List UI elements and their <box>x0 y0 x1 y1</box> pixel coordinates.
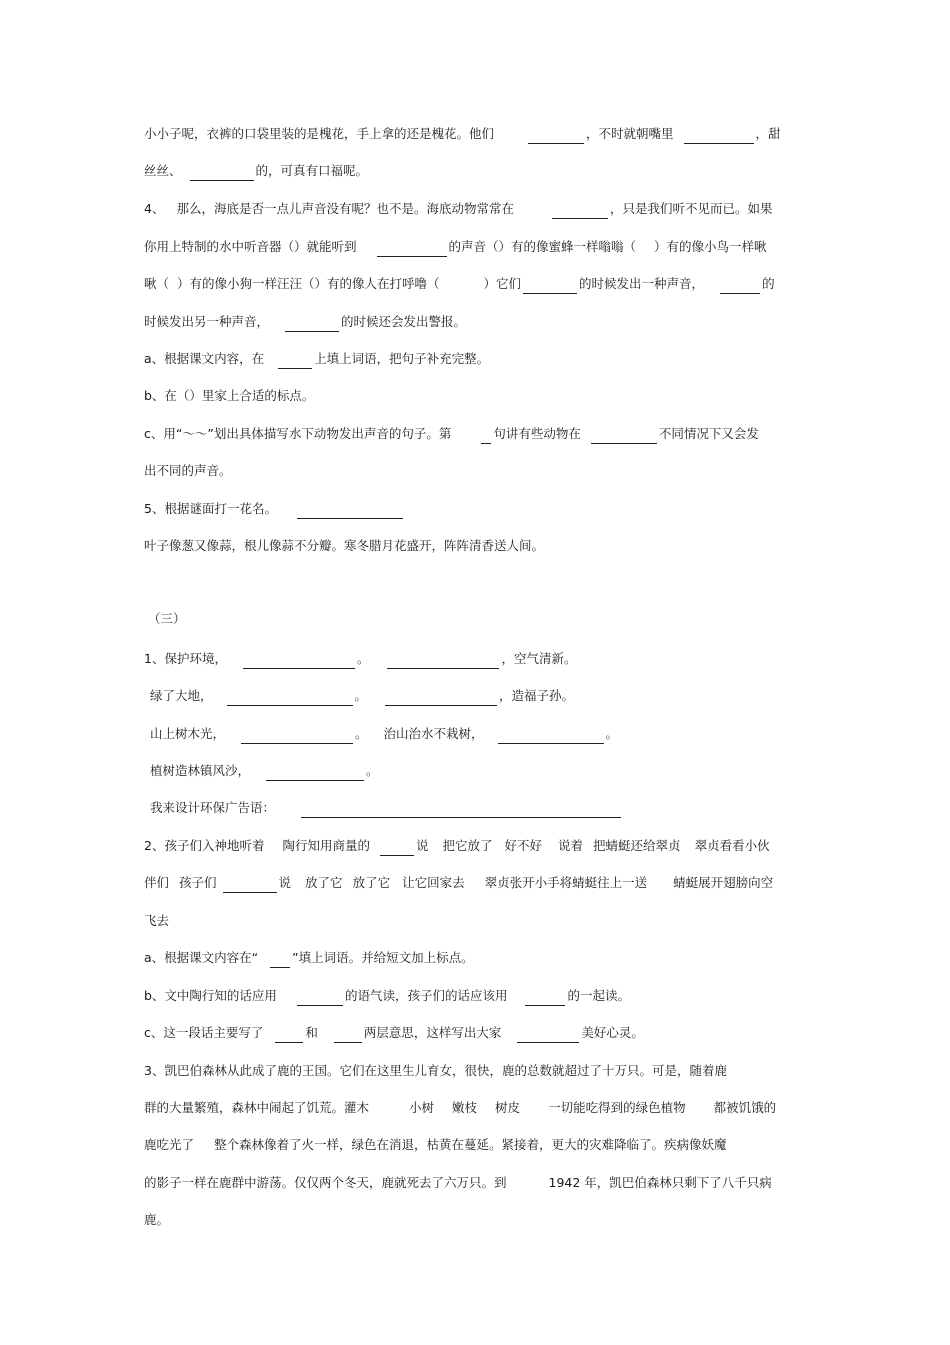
text-segment: 飞去 <box>144 913 170 928</box>
text-segment: 两层意思，这样写出大家 <box>363 1025 502 1040</box>
text-segment: 都被饥饿的 <box>713 1100 777 1115</box>
text-segment: 嫩枝 <box>452 1100 478 1115</box>
fill-blank[interactable] <box>523 278 577 294</box>
text-line-7 <box>144 349 810 369</box>
text-line-18 <box>150 798 810 818</box>
text-line-23 <box>144 986 810 1006</box>
fill-blank[interactable] <box>285 316 339 332</box>
text-segment: 4、 <box>144 201 165 216</box>
text-segment: 群的大量繁殖，森林中闹起了饥荒。灌木 <box>144 1100 370 1115</box>
text-segment: ，不时就朝嘴里 <box>586 126 674 141</box>
text-segment: 的时候发出一种声音， <box>579 276 705 291</box>
text-segment: 说着 <box>558 838 584 853</box>
text-segment: b、在（）里家上合适的标点。 <box>144 388 315 403</box>
text-segment: 出不同的声音。 <box>144 463 232 478</box>
fill-blank[interactable] <box>377 241 447 257</box>
text-segment: 不同情况下又会发 <box>658 426 759 441</box>
text-segment: 叶子像葱又像蒜，根儿像蒜不分瓣。寒冬腊月花盛开，阵阵清香送人间。 <box>144 538 545 553</box>
text-segment: 你用上特制的水中听音器（）就能听到 <box>144 239 357 254</box>
section-title <box>148 609 810 629</box>
text-segment: 上填上词语，把句子补充完整。 <box>314 351 490 366</box>
text-segment: 丝丝、 <box>144 163 182 178</box>
fill-blank[interactable] <box>684 128 754 144</box>
fill-blank[interactable] <box>297 503 403 519</box>
text-line-29 <box>144 1210 810 1230</box>
text-segment: 树皮 <box>495 1100 521 1115</box>
text-segment: 一切能吃得到的绿色植物 <box>548 1100 686 1115</box>
text-line-16 <box>150 724 810 744</box>
fill-blank[interactable] <box>297 990 343 1006</box>
text-segment: 1942 年，凯巴伯森林只剩下了八千只病 <box>548 1175 772 1190</box>
fill-blank[interactable] <box>720 278 760 294</box>
fill-blank[interactable] <box>241 728 353 744</box>
text-segment: 蜻蜓展开翅膀向空 <box>673 875 774 890</box>
text-segment: ）它们 <box>483 276 522 291</box>
section-heading: （三） <box>148 611 186 626</box>
text-segment: ，只是我们听不见而已。如果 <box>609 201 773 216</box>
text-segment: 翠贞看看小伙 <box>694 838 770 853</box>
text-segment: 整个森林像着了火一样，绿色在消退，枯黄在蔓延。紧接着，更大的灾难降临了。疾病像妖魔 <box>214 1137 727 1152</box>
fill-blank[interactable] <box>387 653 499 669</box>
fill-blank[interactable] <box>243 653 355 669</box>
text-line-20 <box>144 873 810 893</box>
text-line-28 <box>144 1173 810 1193</box>
text-segment: 美好心灵。 <box>581 1025 644 1040</box>
text-line-6 <box>144 312 810 332</box>
text-segment: 时候发出另一种声音， <box>144 314 270 329</box>
text-segment: ）有的像小鸟一样啾 <box>654 239 767 254</box>
text-line-27 <box>144 1135 810 1155</box>
text-segment: ，甜 <box>755 126 781 141</box>
text-line-4 <box>144 237 810 257</box>
slogan-blank[interactable] <box>301 802 621 818</box>
text-segment: 。 <box>605 726 619 741</box>
text-segment: ，造福子孙。 <box>499 688 575 703</box>
text-segment: 让它回家去 <box>402 875 465 890</box>
fill-blank[interactable] <box>278 353 312 369</box>
text-segment: 那么，海底是否一点儿声音没有呢？也不是。海底动物常常在 <box>176 201 514 216</box>
text-line-10 <box>144 461 810 481</box>
fill-blank[interactable] <box>266 765 364 781</box>
text-segment: 。 <box>356 651 370 666</box>
fill-blank[interactable] <box>385 690 497 706</box>
fill-blank[interactable] <box>528 128 584 144</box>
text-line-17 <box>150 761 810 781</box>
fill-blank[interactable] <box>334 1027 362 1043</box>
text-segment: 3、凯巴伯森林从此成了鹿的王国。它们在这里生儿育女，很快，鹿的总数就超过了十万只。可是，随着鹿 <box>144 1063 727 1078</box>
fill-blank[interactable] <box>275 1027 303 1043</box>
text-segment: 。 <box>355 726 368 741</box>
text-segment: b、文中陶行知的话应用 <box>144 988 277 1003</box>
text-segment: ，空气清新。 <box>501 651 577 666</box>
text-line-12 <box>144 536 810 556</box>
text-segment: 治山治水不栽树， <box>383 726 484 741</box>
text-segment: 5、根据谜面打一花名。 <box>144 501 277 516</box>
text-segment: 的影子一样在鹿群中游荡。仅仅两个冬天，鹿就死去了六万只。到 <box>144 1175 507 1190</box>
text-segment: 陶行知用商量的 <box>282 838 370 853</box>
text-segment: 绿了大地， <box>150 688 213 703</box>
text-segment: 鹿吃光了 <box>144 1137 195 1152</box>
text-line-1 <box>144 124 810 144</box>
text-line-8 <box>144 386 810 406</box>
text-segment: 植树造林镇风沙， <box>150 763 251 778</box>
text-segment: 放了它 <box>352 875 391 890</box>
text-line-2 <box>144 161 810 181</box>
text-segment: 的时候还会发出警报。 <box>341 314 467 329</box>
text-line-24 <box>144 1023 810 1043</box>
fill-blank[interactable] <box>227 690 353 706</box>
text-segment: a、根据课文内容在“ <box>144 950 259 965</box>
text-segment: 伴们 <box>144 875 170 890</box>
text-line-21 <box>144 911 810 931</box>
fill-blank[interactable] <box>223 877 277 893</box>
text-segment: 把它放了 <box>442 838 493 853</box>
text-segment: 的，可真有口福呢。 <box>255 163 369 178</box>
text-segment: 的一起读。 <box>567 988 630 1003</box>
text-segment: 孩子们 <box>179 875 217 890</box>
text-segment: 山上树木光， <box>150 726 226 741</box>
fill-blank[interactable] <box>270 952 290 968</box>
fill-blank[interactable] <box>517 1027 579 1043</box>
text-line-14 <box>144 649 810 669</box>
text-line-15 <box>150 686 810 706</box>
fill-blank[interactable] <box>591 428 657 444</box>
text-line-25 <box>144 1061 810 1081</box>
fill-blank[interactable] <box>380 840 414 856</box>
fill-blank[interactable] <box>190 165 254 181</box>
text-segment: c、用“～～”划出具体描写水下动物发出声音的句子。第 <box>144 426 452 441</box>
text-segment: 2、孩子们入神地听着 <box>144 838 265 853</box>
text-segment: a、根据课文内容，在 <box>144 351 265 366</box>
fill-blank[interactable] <box>525 990 565 1006</box>
text-segment: 把蜻蜓还给翠贞 <box>593 838 681 853</box>
text-segment: 的声音（）有的像蜜蜂一样嗡嗡（ <box>448 239 637 254</box>
fill-blank[interactable] <box>481 428 491 444</box>
text-line-26 <box>144 1098 810 1118</box>
text-segment: 放了它 <box>305 875 343 890</box>
text-segment: 好不好 <box>504 838 543 853</box>
text-segment: 小树 <box>409 1100 435 1115</box>
text-line-9 <box>144 424 810 444</box>
text-line-5 <box>144 274 810 294</box>
text-segment: 小小子呢，衣裤的口袋里装的是槐花，手上拿的还是槐花。他们 <box>144 126 495 141</box>
text-segment: ）有的像小狗一样汪汪（）有的像人在打呼噜（ <box>177 276 440 291</box>
text-segment: 1、保护环境， <box>144 651 227 666</box>
text-segment: c、这一段话主要写了 <box>144 1025 264 1040</box>
text-segment: 翠贞张开小手将蜻蜓往上一送 <box>484 875 648 890</box>
text-segment: 我来设计环保广告语： <box>150 800 276 815</box>
text-segment: 鹿。 <box>144 1212 170 1227</box>
text-line-22 <box>144 948 810 968</box>
text-line-11 <box>144 499 810 519</box>
text-segment: ”填上词语。并给短文加上标点。 <box>292 950 474 965</box>
text-segment: 。 <box>366 763 379 778</box>
text-segment: 句讲有些动物在 <box>493 426 581 441</box>
fill-blank[interactable] <box>552 203 608 219</box>
text-segment: 和 <box>305 1025 318 1040</box>
text-line-3 <box>144 199 810 219</box>
text-segment: 说 <box>278 875 292 890</box>
fill-blank[interactable] <box>498 728 604 744</box>
text-segment: 。 <box>354 688 368 703</box>
text-segment: 的 <box>762 276 775 291</box>
text-segment: 啾（ <box>144 276 170 291</box>
text-line-19 <box>144 836 810 856</box>
text-segment: 说 <box>415 838 429 853</box>
text-segment: 的语气读，孩子们的话应该用 <box>344 988 508 1003</box>
